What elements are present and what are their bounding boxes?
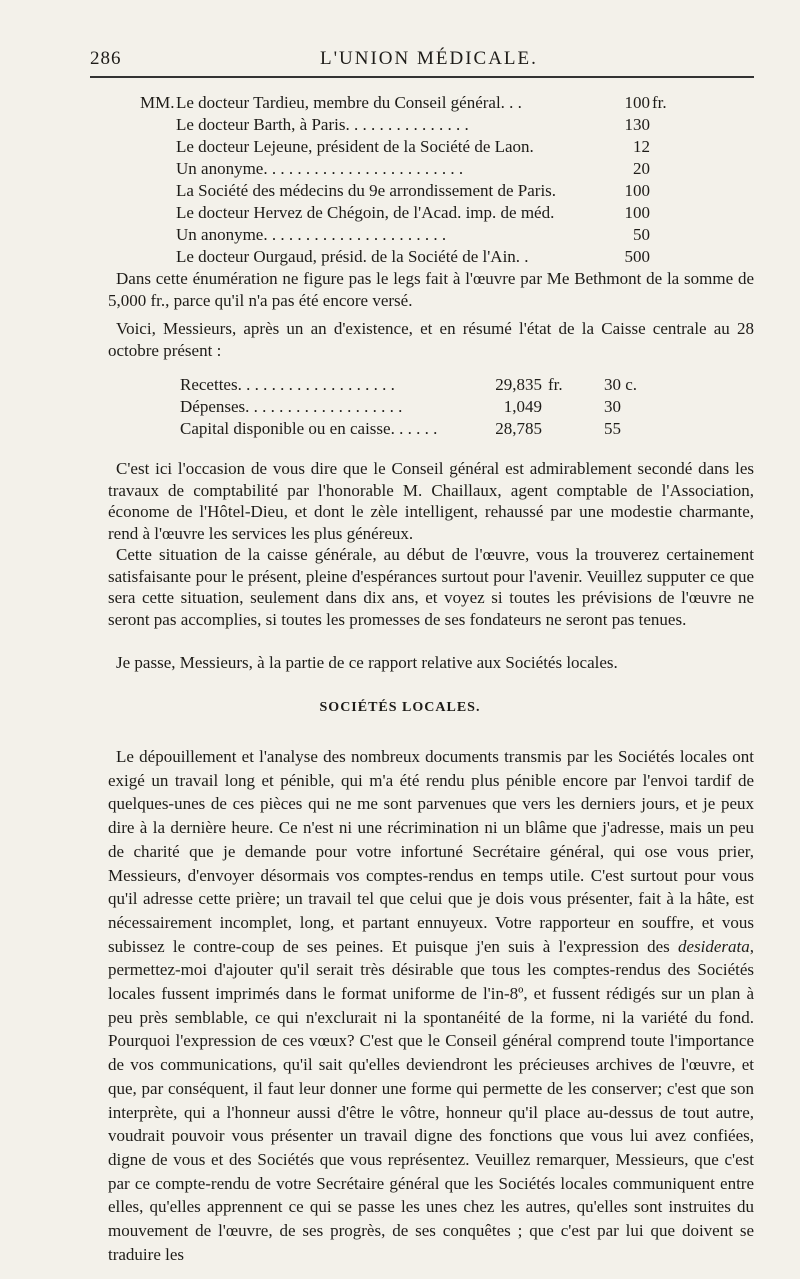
donor-name: La Société des médecins du 9e arrondissement de Paris.: [176, 181, 557, 200]
paragraph-text: Le dépouillement et l'analyse des nombreux documents transmis par les Sociétés locales ont exigé un travail long et pénible, qui m'a été rendu plus pénible encore par l'envoi tardif de quelques-unes de ces pièces qui ne me sont parvenues que vers les derniers jours, et je peux dire à la dernière heure. Ce n'est ni une récrimination ni un blâme que j'adresse, mais un peu de charité que je demande pour votre infortuné Secrétaire général, qui ose vous prier, Messieurs, d'envoyer désormais vos comptes-rendus en temps utile. C'est surtout pour vous qu'il adresse cette prière; un travail tel que celui que je dois vous présenter, fait à la hâte, est nécessairement incomplet, long, et partant ennuyeux. Votre rapporteur en souffre, et vous subissez le contre-coup de ses peines. Et puisque j'en suis à l'expression des: [108, 747, 754, 956]
donor-name: Un anonyme. . . . . . . . . . . . . . . . . . . . . . . .: [176, 159, 464, 178]
donation-row: [0, 224, 800, 246]
paragraph-bequest: Dans cette énumération ne figure pas le legs fait à l'œuvre par Me Bethmont de la somme de 5,000 fr., parce qu'il n'a pas été encore versé.: [108, 269, 754, 310]
finance-row: [0, 374, 800, 396]
donation-amount: 130: [624, 115, 650, 134]
donation-amount: 50: [633, 225, 650, 244]
finance-value: 29,835: [495, 375, 542, 394]
donation-amount: 20: [633, 159, 650, 178]
donation-row: [0, 202, 800, 224]
finance-row: [0, 396, 800, 418]
header-rule: [90, 76, 754, 78]
section-title: SOCIÉTÉS LOCALES.: [319, 700, 481, 715]
donation-prefix: MM.: [140, 93, 175, 112]
donation-row: [0, 180, 800, 202]
page-number: 286: [90, 48, 122, 69]
donation-row: [0, 92, 800, 114]
finance-label: Dépenses. . . . . . . . . . . . . . . . . . .: [180, 397, 403, 416]
paragraph-state: Voici, Messieurs, après un an d'existence, et en résumé l'état de la Caisse centrale au 28 octobre présent :: [108, 319, 754, 360]
donation-row: [0, 136, 800, 158]
finance-value: 1,049: [503, 397, 542, 416]
paragraph-council: C'est ici l'occasion de vous dire que le Conseil général est admirablement secondé dans les travaux de comptabilité par l'honorable M. Chaillaux, agent comptable de l'Association, économe de l'Hôtel-Dieu, et dont le zèle intelligent, rehaussé par une modestie charmante, rend à l'œuvre les services les plus généreux.: [108, 459, 754, 543]
donor-name: Le docteur Hervez de Chégoin, de l'Acad. imp. de méd.: [176, 203, 555, 222]
finance-cents: 30 c.: [604, 375, 638, 394]
finance-cents: 30: [604, 397, 621, 416]
donation-row: [0, 158, 800, 180]
italic-term: desiderata: [677, 936, 750, 956]
donation-row: [0, 114, 800, 136]
donation-row: [0, 246, 800, 268]
paragraph-situation: Cette situation de la caisse générale, au début de l'œuvre, vous la trouverez certainement satisfaisante pour le présent, pleine d'espérances surtout pour l'avenir. Veuillez supputer ce que sera cette situation, seulement dans dix ans, et voyez si toutes les prévisions de l'œuvre ne seront pas accomplies, si toutes les promesses de ses fondateurs ne seront pas tenues.: [108, 545, 754, 629]
paragraph-text: , permettez-moi d'ajouter qu'il serait très désirable que tous les comptes-rendus des Sociétés locales fussent imprimés dans le format uniforme de l'in-8º, et fussent rédigés sur un plan à peu près semblable, ce qui n'exclurait ni la spontanéité de la forme, ni la variété du fond. Pourquoi l'expression de ces vœux? C'est que le Conseil général comprend toute l'importance de vos communications, qu'il sait qu'elles deviendront les précieuses archives de l'œuvre, et que, par conséquent, il faut leur donner une forme qui permette de les conserver; c'est que son interprète, qui a l'honneur aussi d'être le vôtre, honneur qu'il place au-dessus de tout autre, voudrait pouvoir vous présenter un travail digne des fonctions que vous lui avez confiées, digne de vous et des Sociétés que vous représentez. Veuillez remarquer, Messieurs, que c'est par ce compte-rendu de votre Secrétaire général que les Sociétés locales communiquent entre elles, qu'elles apprennent ce qui se passe les unes chez les autres, qu'elles sont instruites du mouvement de l'œuvre, de ses progrès, de ses conquêtes ; que c'est par lui que doivent se traduire les: [108, 936, 755, 1264]
finance-row: [0, 418, 800, 440]
finance-cents: 55: [604, 419, 621, 438]
donor-name: Le docteur Barth, à Paris. . . . . . . . . . . . . . .: [176, 115, 469, 134]
running-title: L'UNION MÉDICALE.: [320, 48, 538, 69]
donor-name: Le docteur Ourgaud, présid. de la Société de l'Ain. .: [176, 247, 529, 266]
finance-label: Capital disponible ou en caisse. . . . . .: [180, 419, 438, 438]
page-header: [0, 44, 800, 84]
donation-amount: 100: [624, 181, 650, 200]
donation-amount: 12: [633, 137, 650, 156]
donation-amount: 500: [624, 247, 650, 266]
paragraph-local-societies: [108, 745, 754, 1266]
paragraph-transition: Je passe, Messieurs, à la partie de ce rapport relative aux Sociétés locales.: [116, 653, 618, 672]
donor-name: Le docteur Lejeune, président de la Société de Laon.: [176, 137, 534, 156]
donation-amount: 100: [624, 203, 650, 222]
donation-amount: 100: [624, 93, 650, 112]
finance-value: 28,785: [495, 419, 542, 438]
finance-label: Recettes. . . . . . . . . . . . . . . . . . .: [180, 375, 395, 394]
donation-unit: fr.: [652, 93, 667, 112]
finance-unit: fr.: [548, 375, 563, 394]
donor-name: Le docteur Tardieu, membre du Conseil général. . .: [176, 93, 522, 112]
donor-name: Un anonyme. . . . . . . . . . . . . . . . . . . . . .: [176, 225, 447, 244]
